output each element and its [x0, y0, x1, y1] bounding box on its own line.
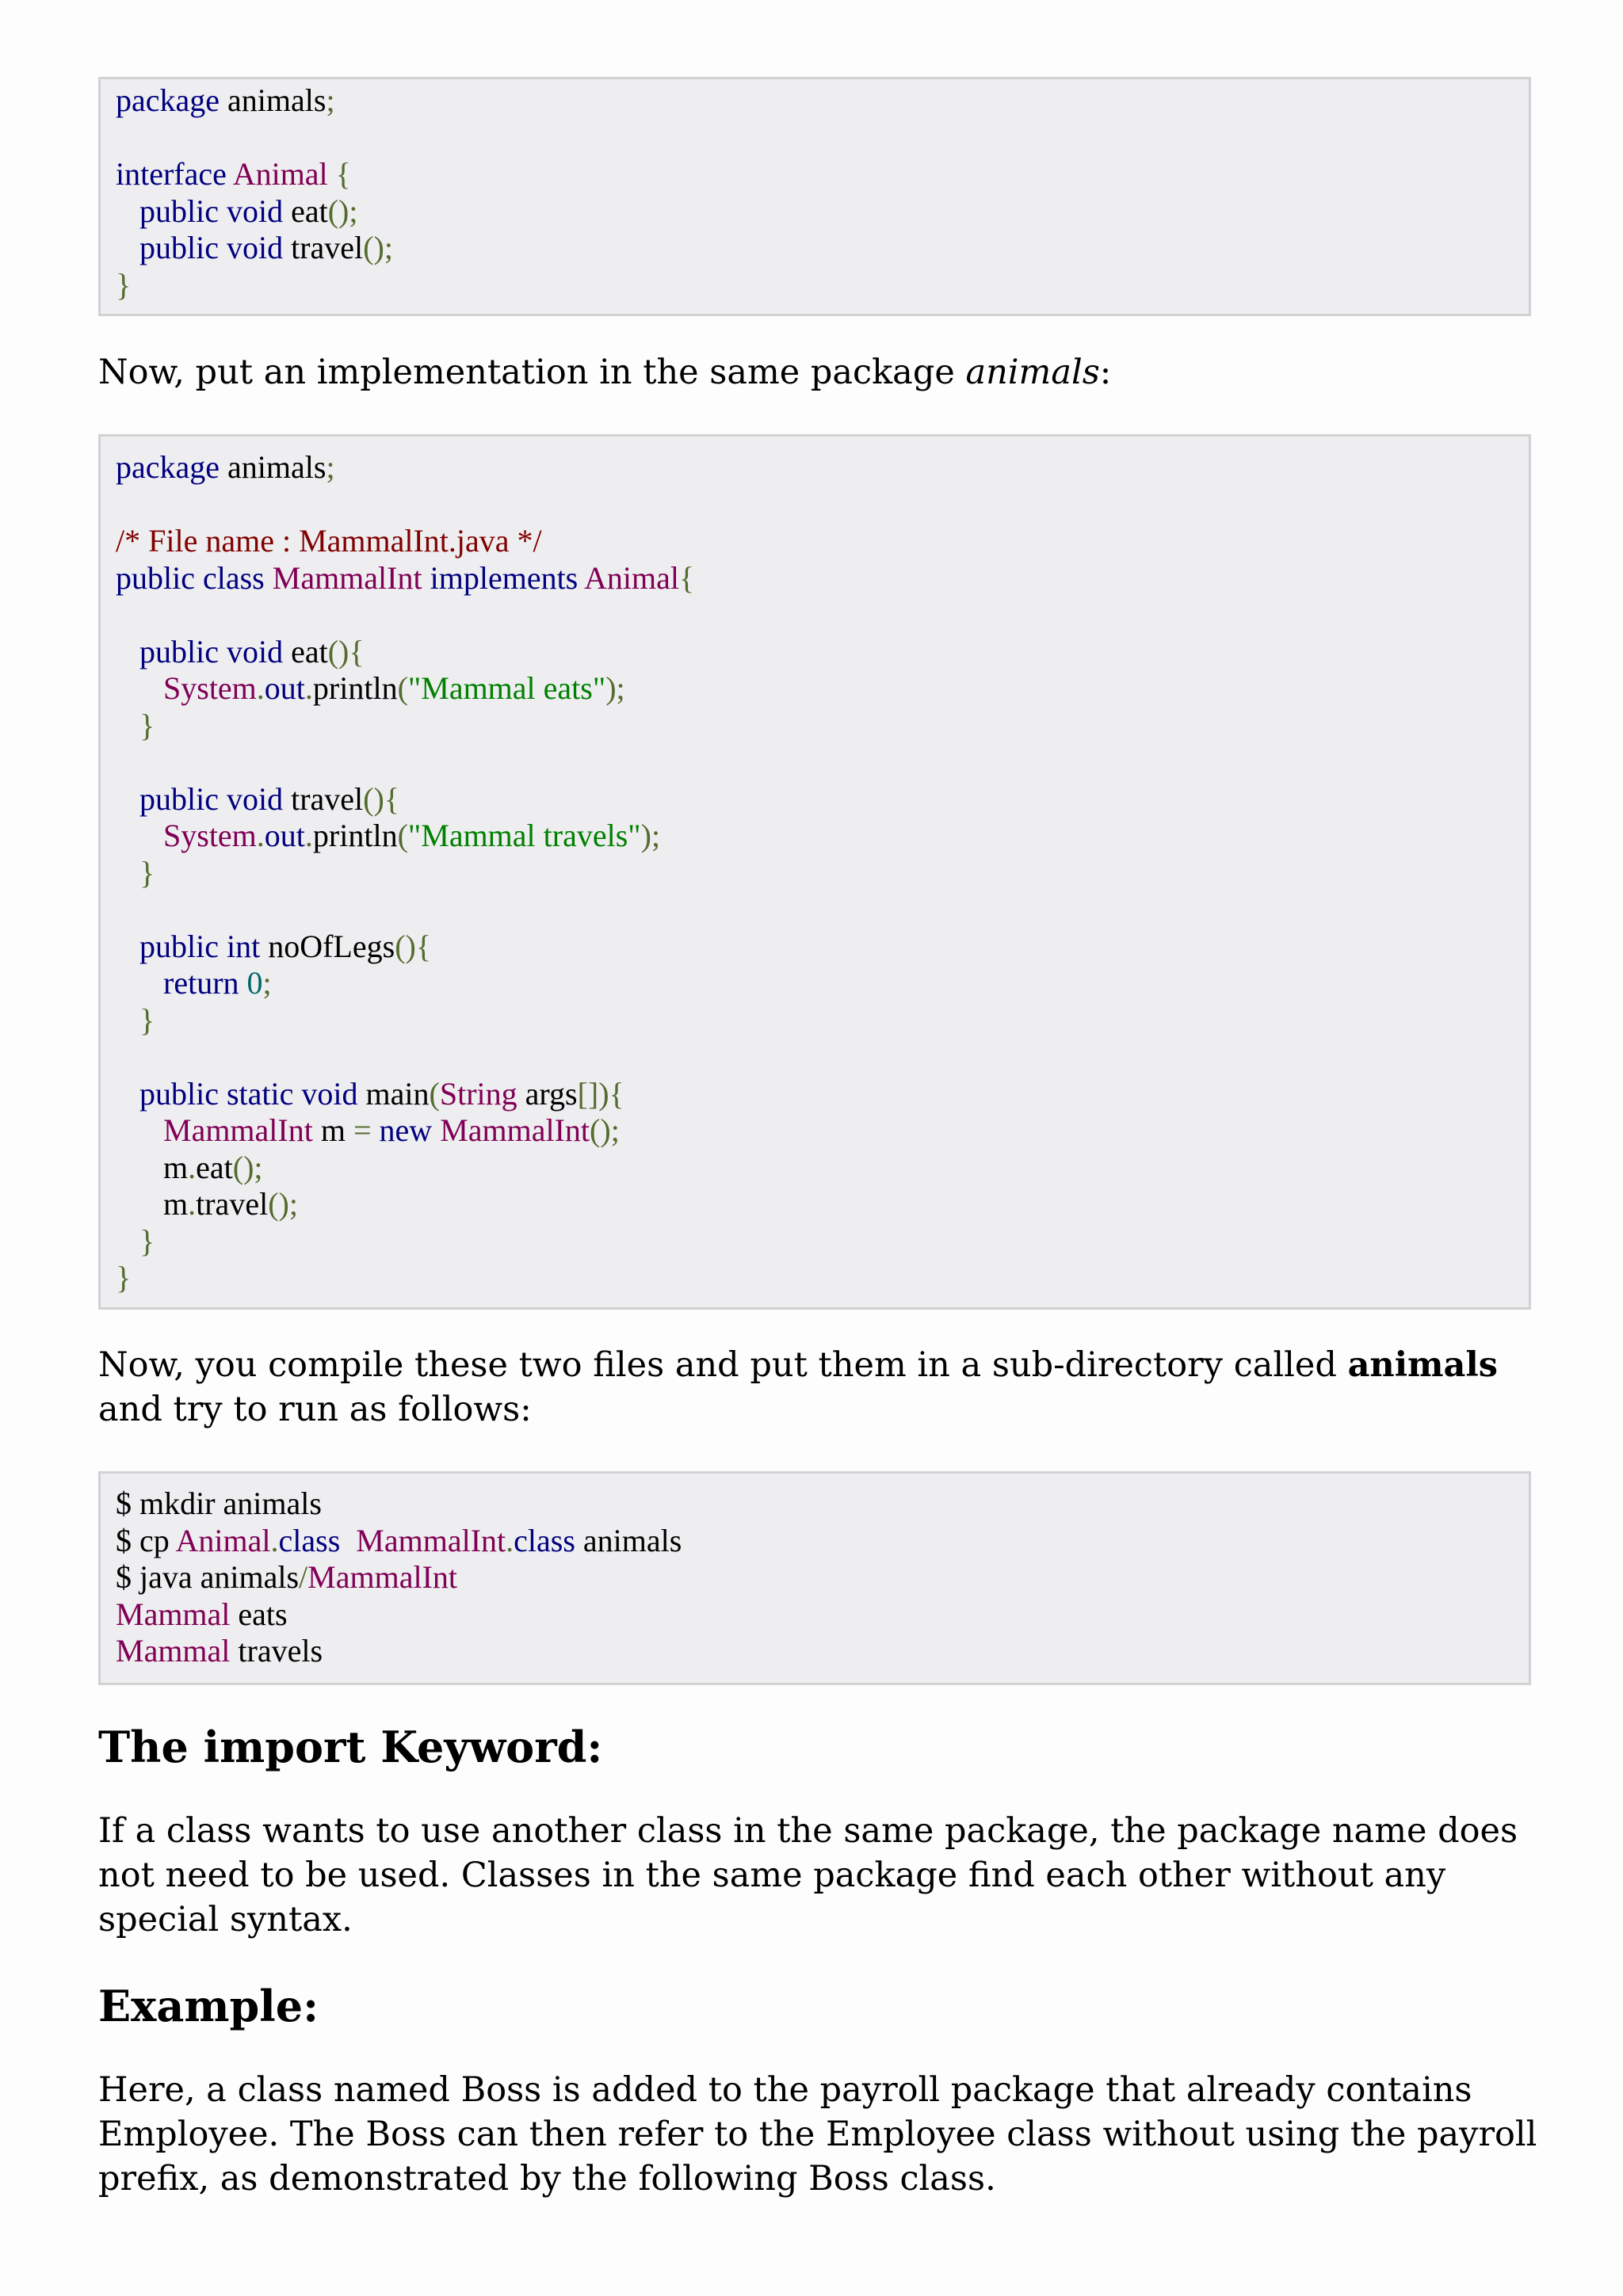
- code-token: class: [202, 559, 265, 596]
- code-token: MammalInt: [356, 1522, 506, 1558]
- paragraph-implementation-intro: [98, 350, 1541, 395]
- code-token: [219, 634, 227, 669]
- code-token: [116, 670, 163, 706]
- code-line: [116, 1559, 1529, 1596]
- code-token: Animal: [584, 559, 680, 596]
- code-token: m: [116, 1149, 189, 1185]
- code-token: $ java animals: [116, 1559, 300, 1595]
- package-name-emphasis: animals: [965, 353, 1100, 392]
- code-line: [116, 82, 1529, 120]
- code-line: [116, 965, 1529, 1002]
- code-token: [219, 193, 227, 229]
- code-token: [116, 929, 139, 964]
- code-line: [116, 855, 1529, 892]
- code-token: System: [163, 670, 257, 706]
- code-token: package: [116, 449, 220, 485]
- code-token: );: [605, 670, 625, 706]
- paragraph-boss-example: Here, a class named Boss is added to the payroll package that already contains Employee. The Boss can then refer to the Employee class without using the payroll prefix, as demonstrated by the following Boss class.: [98, 2070, 1537, 2199]
- code-line: [116, 929, 1529, 966]
- code-block-mammalint-class: [98, 434, 1531, 1310]
- code-token: }: [139, 1222, 155, 1259]
- code-line: [116, 1596, 1529, 1634]
- code-token: MammalInt: [440, 1112, 590, 1148]
- code-token: travel: [283, 230, 364, 265]
- code-token: implements: [430, 559, 579, 596]
- code-token: [265, 560, 273, 596]
- paragraph-import-explanation: If a class wants to use another class in the same package, the package name does not need to be used. Classes in the same package find each other without any special syntax.: [98, 1811, 1518, 1939]
- code-token: [116, 1112, 163, 1148]
- code-token: m: [312, 1112, 353, 1148]
- code-token: void: [226, 230, 284, 265]
- code-token: static: [226, 1075, 294, 1112]
- paragraph-text: :: [1099, 353, 1112, 392]
- code-token: ();: [363, 230, 393, 265]
- code-token: noOfLegs: [260, 928, 395, 964]
- code-token: travel: [196, 1186, 269, 1222]
- code-token: ();: [232, 1149, 263, 1185]
- code-token: );: [640, 818, 661, 853]
- code-token: [219, 929, 227, 964]
- code-token: [116, 707, 139, 743]
- code-token: animals: [220, 449, 327, 485]
- code-token: [116, 1076, 139, 1112]
- code-token: travel: [283, 780, 364, 817]
- code-token: =: [353, 1112, 372, 1148]
- code-line: [116, 560, 1529, 597]
- code-token: [293, 1076, 301, 1112]
- code-token: [116, 1002, 139, 1038]
- code-token: args: [517, 1075, 578, 1112]
- code-token: MammalInt: [272, 559, 422, 596]
- code-token: Mammal: [116, 1596, 231, 1632]
- code-token: public: [139, 928, 219, 964]
- code-token: public: [139, 780, 219, 817]
- code-token: void: [226, 193, 284, 229]
- code-token: System: [163, 818, 257, 853]
- code-line: [116, 1223, 1529, 1261]
- code-line: [116, 1039, 1529, 1076]
- code-line: [116, 707, 1529, 745]
- code-token: .: [304, 670, 313, 706]
- code-token: [227, 156, 233, 192]
- code-token: [239, 965, 247, 1001]
- paragraph-compile-instructions: [98, 1343, 1541, 1432]
- code-token: animals: [220, 82, 327, 118]
- code-token: public: [139, 193, 219, 229]
- code-line: [116, 781, 1529, 818]
- code-token: MammalInt: [307, 1559, 458, 1595]
- code-token: println: [312, 818, 398, 853]
- code-token: }: [116, 266, 132, 303]
- code-token: [219, 1076, 227, 1112]
- code-token: eat: [196, 1149, 233, 1185]
- code-token: void: [226, 633, 284, 669]
- code-token: (: [429, 1075, 440, 1112]
- code-line: [116, 193, 1529, 231]
- code-token: animals: [575, 1522, 682, 1558]
- code-token: .: [256, 818, 265, 853]
- code-token: public: [116, 559, 195, 596]
- code-token: main: [357, 1075, 430, 1112]
- code-block-shell-commands: [98, 1471, 1531, 1685]
- code-token: package: [116, 82, 220, 118]
- code-token: public: [139, 1075, 219, 1112]
- code-token: ;: [326, 82, 335, 118]
- code-token: public: [139, 230, 219, 265]
- directory-name-strong: animals: [1347, 1345, 1498, 1385]
- code-line: [116, 1186, 1529, 1223]
- code-token: [116, 230, 139, 265]
- code-line: [116, 1112, 1529, 1150]
- code-token: [116, 634, 139, 669]
- code-token: }: [139, 1001, 155, 1038]
- code-line: [116, 670, 1529, 707]
- code-token: /: [299, 1559, 308, 1595]
- code-token: (: [397, 818, 408, 853]
- code-token: [340, 1523, 356, 1558]
- code-token: [116, 818, 163, 853]
- code-line: [116, 1076, 1529, 1113]
- code-token: Animal: [175, 1522, 271, 1558]
- code-token: /* File name : MammalInt.java */: [116, 523, 542, 559]
- code-token: .: [506, 1522, 514, 1558]
- code-token: [116, 1223, 139, 1259]
- code-token: .: [188, 1149, 197, 1185]
- code-token: $ cp: [116, 1522, 176, 1558]
- code-line: [116, 1523, 1529, 1560]
- code-token: void: [301, 1075, 358, 1112]
- code-line: [116, 744, 1529, 781]
- code-line: [116, 120, 1529, 157]
- code-line: [116, 267, 1529, 304]
- code-token: ();: [268, 1186, 298, 1222]
- code-token: .: [270, 1522, 279, 1558]
- code-line: [116, 523, 1529, 560]
- code-line: [116, 230, 1529, 267]
- code-token: }: [116, 1260, 132, 1295]
- code-token: 0: [246, 965, 263, 1001]
- code-token: ();: [590, 1112, 620, 1148]
- code-line: [116, 634, 1529, 671]
- code-token: int: [226, 928, 261, 964]
- code-token: []){: [577, 1075, 624, 1112]
- code-token: $ mkdir animals: [116, 1486, 322, 1521]
- code-token: ();: [327, 193, 358, 229]
- code-token: [219, 781, 227, 817]
- code-token: .: [188, 1186, 197, 1222]
- code-token: [116, 965, 163, 1001]
- code-token: [422, 560, 430, 596]
- code-token: class: [514, 1522, 575, 1558]
- code-token: m: [116, 1186, 189, 1222]
- code-token: [116, 193, 139, 229]
- code-token: MammalInt: [163, 1112, 313, 1148]
- code-token: [116, 781, 139, 817]
- code-token: travels: [230, 1633, 323, 1669]
- code-line: [116, 1260, 1529, 1297]
- code-line: [116, 1002, 1529, 1039]
- code-token: new: [379, 1112, 433, 1148]
- code-line: [116, 486, 1529, 524]
- code-line: [116, 891, 1529, 929]
- code-line: [116, 1486, 1529, 1523]
- code-token: out: [264, 670, 305, 706]
- code-token: .: [256, 670, 265, 706]
- code-line: [116, 1150, 1529, 1187]
- code-token: [116, 855, 139, 891]
- paragraph-text: Now, you compile these two files and put them in a sub-directory called: [98, 1345, 1348, 1385]
- code-token: (){: [395, 928, 432, 964]
- code-token: return: [163, 965, 239, 1001]
- code-token: [578, 560, 584, 596]
- code-token: eat: [283, 193, 328, 229]
- code-line: [116, 818, 1529, 855]
- code-block-animal-interface: [98, 77, 1531, 316]
- code-token: [328, 156, 336, 192]
- code-token: [372, 1112, 380, 1148]
- code-token: "Mammal eats": [407, 670, 606, 706]
- code-token: eats: [230, 1596, 288, 1632]
- code-token: println: [312, 670, 398, 706]
- code-token: Animal: [232, 156, 328, 192]
- code-token: ;: [262, 965, 272, 1001]
- code-token: eat: [283, 633, 328, 669]
- code-token: (){: [363, 780, 400, 817]
- code-token: Mammal: [116, 1633, 231, 1669]
- paragraph-text: and try to run as follows:: [98, 1390, 532, 1429]
- code-token: interface: [116, 156, 227, 192]
- code-token: class: [278, 1522, 341, 1558]
- code-token: [219, 230, 227, 265]
- code-token: public: [139, 633, 219, 669]
- code-token: {: [679, 559, 695, 596]
- heading-example: Example:: [98, 1981, 319, 2031]
- code-token: (: [397, 670, 408, 706]
- code-token: "Mammal travels": [407, 818, 641, 853]
- code-line: [116, 597, 1529, 634]
- code-token: [195, 560, 203, 596]
- code-token: .: [304, 818, 313, 853]
- code-line: [116, 1633, 1529, 1670]
- code-token: (){: [327, 633, 365, 669]
- code-line: [116, 156, 1529, 193]
- code-token: String: [439, 1075, 517, 1112]
- code-token: [432, 1112, 440, 1148]
- code-token: void: [226, 780, 284, 817]
- code-token: out: [264, 818, 305, 853]
- code-line: [116, 449, 1529, 486]
- paragraph-text: Now, put an implementation in the same package: [98, 353, 966, 392]
- heading-import-keyword: The import Keyword:: [98, 1722, 603, 1772]
- code-token: }: [139, 707, 155, 743]
- code-token: {: [335, 156, 351, 192]
- code-token: ;: [326, 449, 335, 485]
- code-token: }: [139, 854, 155, 891]
